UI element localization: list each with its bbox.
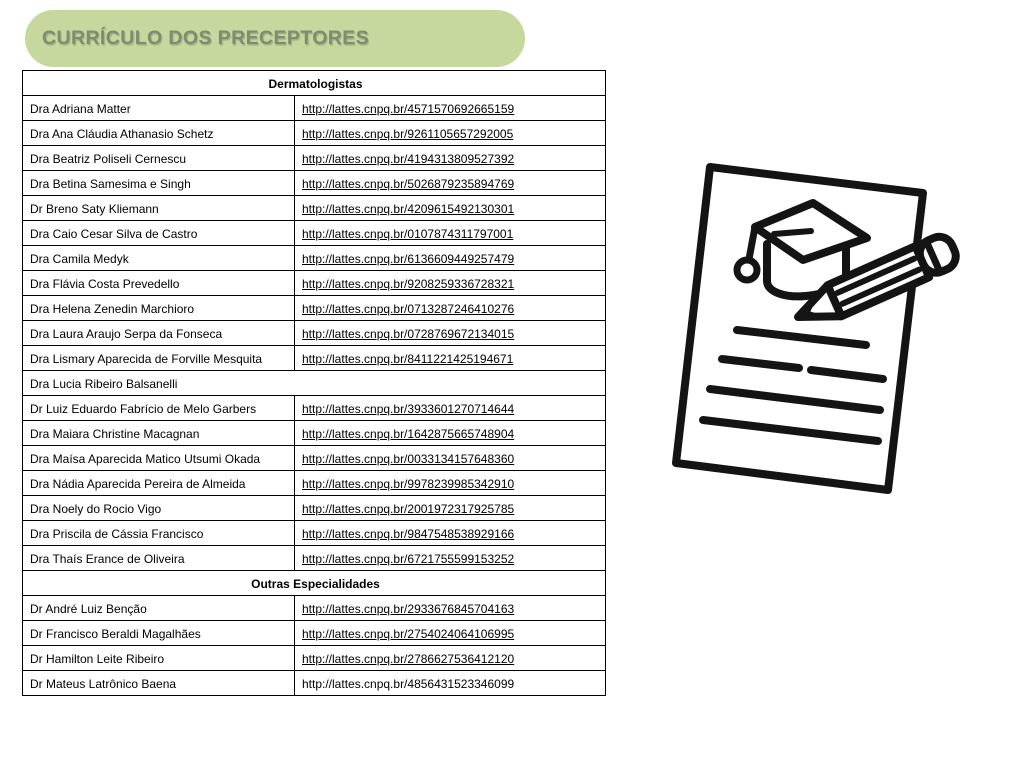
lattes-link[interactable]: http://lattes.cnpq.br/2754024064106995: [302, 626, 515, 641]
lattes-link[interactable]: http://lattes.cnpq.br/9978239985342910: [302, 476, 515, 491]
table-row: [23, 521, 606, 546]
lattes-url-cell: [295, 421, 606, 446]
lattes-url-cell: [295, 471, 606, 496]
lattes-url-cell: [295, 621, 606, 646]
lattes-link[interactable]: http://lattes.cnpq.br/2001972317925785: [302, 501, 515, 516]
table-row: [23, 271, 606, 296]
table-row: [23, 246, 606, 271]
lattes-link[interactable]: http://lattes.cnpq.br/5026879235894769: [302, 176, 515, 191]
lattes-url-cell: [295, 96, 606, 121]
lattes-link[interactable]: http://lattes.cnpq.br/2786627536412120: [302, 651, 515, 666]
lattes-link[interactable]: http://lattes.cnpq.br/9847548538929166: [302, 526, 515, 541]
preceptor-name: Dra Ana Cláudia Athanasio Schetz: [23, 121, 295, 146]
table-row: [23, 296, 606, 321]
table-row: [23, 371, 606, 396]
preceptor-name: Dra Camila Medyk: [23, 246, 295, 271]
table-row: [23, 121, 606, 146]
page-title: CURRÍCULO DOS PRECEPTORES: [42, 27, 370, 49]
lattes-url-cell: [295, 446, 606, 471]
table-row: [23, 421, 606, 446]
lattes-link[interactable]: http://lattes.cnpq.br/0713287246410276: [302, 301, 515, 316]
lattes-link[interactable]: http://lattes.cnpq.br/6721755599153252: [302, 551, 515, 566]
lattes-url-cell: [295, 296, 606, 321]
preceptor-name: Dr Breno Saty Kliemann: [23, 196, 295, 221]
lattes-link[interactable]: http://lattes.cnpq.br/1642875665748904: [302, 426, 515, 441]
table-row: [23, 96, 606, 121]
lattes-link[interactable]: http://lattes.cnpq.br/4209615492130301: [302, 201, 515, 216]
lattes-link[interactable]: http://lattes.cnpq.br/9208259336728321: [302, 276, 515, 291]
lattes-url-cell: [295, 171, 606, 196]
lattes-link[interactable]: http://lattes.cnpq.br/3933601270714644: [302, 401, 515, 416]
table-row: [23, 621, 606, 646]
preceptor-name: Dra Maísa Aparecida Matico Utsumi Okada: [23, 446, 295, 471]
preceptor-name: Dra Betina Samesima e Singh: [23, 171, 295, 196]
lattes-url-cell: [295, 221, 606, 246]
curriculum-illustration: [650, 140, 980, 520]
section-header-row: [23, 71, 606, 96]
preceptor-name: Dra Caio Cesar Silva de Castro: [23, 221, 295, 246]
preceptor-name: Dr André Luiz Benção: [23, 596, 295, 621]
preceptor-name: Dra Noely do Rocio Vigo: [23, 496, 295, 521]
lattes-link[interactable]: http://lattes.cnpq.br/0728769672134015: [302, 326, 515, 341]
preceptor-name: Dra Flávia Costa Prevedello: [23, 271, 295, 296]
lattes-link[interactable]: http://lattes.cnpq.br/9261105657292005: [302, 126, 514, 141]
preceptor-name: Dra Maiara Christine Macagnan: [23, 421, 295, 446]
lattes-link[interactable]: http://lattes.cnpq.br/0107874311797001: [302, 226, 514, 241]
lattes-link[interactable]: http://lattes.cnpq.br/8411221425194671: [302, 351, 514, 366]
lattes-url-cell: [295, 346, 606, 371]
table-row: [23, 646, 606, 671]
lattes-url-cell: [295, 121, 606, 146]
table-row: [23, 496, 606, 521]
lattes-url-cell: [295, 496, 606, 521]
preceptor-name: Dr Luiz Eduardo Fabrício de Melo Garbers: [23, 396, 295, 421]
preceptor-name: Dra Lismary Aparecida de Forville Mesquita: [23, 346, 295, 371]
lattes-link[interactable]: http://lattes.cnpq.br/0033134157648360: [302, 451, 515, 466]
preceptor-name: Dra Adriana Matter: [23, 96, 295, 121]
preceptores-table: [22, 70, 606, 696]
preceptor-name: Dr Francisco Beraldi Magalhães: [23, 621, 295, 646]
preceptor-name: Dra Thaís Erance de Oliveira: [23, 546, 295, 571]
lattes-url-cell: [295, 271, 606, 296]
lattes-url-cell: [295, 321, 606, 346]
lattes-link[interactable]: http://lattes.cnpq.br/6136609449257479: [302, 251, 515, 266]
lattes-url-cell: [295, 396, 606, 421]
table-row: [23, 221, 606, 246]
table-row: [23, 321, 606, 346]
lattes-url-cell: [295, 546, 606, 571]
lattes-url-cell: [295, 196, 606, 221]
lattes-url-cell: [295, 596, 606, 621]
preceptor-name: Dra Helena Zenedin Marchioro: [23, 296, 295, 321]
title-banner: [25, 10, 525, 67]
table-row: [23, 346, 606, 371]
preceptor-name: Dra Beatriz Poliseli Cernescu: [23, 146, 295, 171]
table-row: [23, 171, 606, 196]
lattes-url-text: http://lattes.cnpq.br/4856431523346099: [302, 676, 515, 691]
lattes-url-cell: [295, 521, 606, 546]
section-header-row: [23, 571, 606, 596]
table-row: [23, 396, 606, 421]
preceptor-name: Dra Lucia Ribeiro Balsanelli: [23, 371, 606, 396]
preceptor-name: Dra Priscila de Cássia Francisco: [23, 521, 295, 546]
lattes-url-cell: [295, 246, 606, 271]
lattes-link[interactable]: http://lattes.cnpq.br/4571570692665159: [302, 101, 515, 116]
preceptor-name: Dr Hamilton Leite Ribeiro: [23, 646, 295, 671]
section-header: Outras Especialidades: [23, 571, 606, 596]
preceptor-name: Dra Laura Araujo Serpa da Fonseca: [23, 321, 295, 346]
table-row: [23, 471, 606, 496]
lattes-link[interactable]: http://lattes.cnpq.br/2933676845704163: [302, 601, 515, 616]
lattes-url-cell: [295, 671, 606, 696]
lattes-url-cell: [295, 146, 606, 171]
preceptor-name: Dra Nádia Aparecida Pereira de Almeida: [23, 471, 295, 496]
table-row: [23, 546, 606, 571]
lattes-url-cell: [295, 646, 606, 671]
table-row: [23, 671, 606, 696]
table-row: [23, 196, 606, 221]
table-row: [23, 446, 606, 471]
lattes-link[interactable]: http://lattes.cnpq.br/4194313809527392: [302, 151, 515, 166]
document-graduation-pencil-icon: [650, 140, 980, 520]
table-row: [23, 146, 606, 171]
table-row: [23, 596, 606, 621]
preceptor-name: Dr Mateus Latrônico Baena: [23, 671, 295, 696]
section-header: Dermatologistas: [23, 71, 606, 96]
